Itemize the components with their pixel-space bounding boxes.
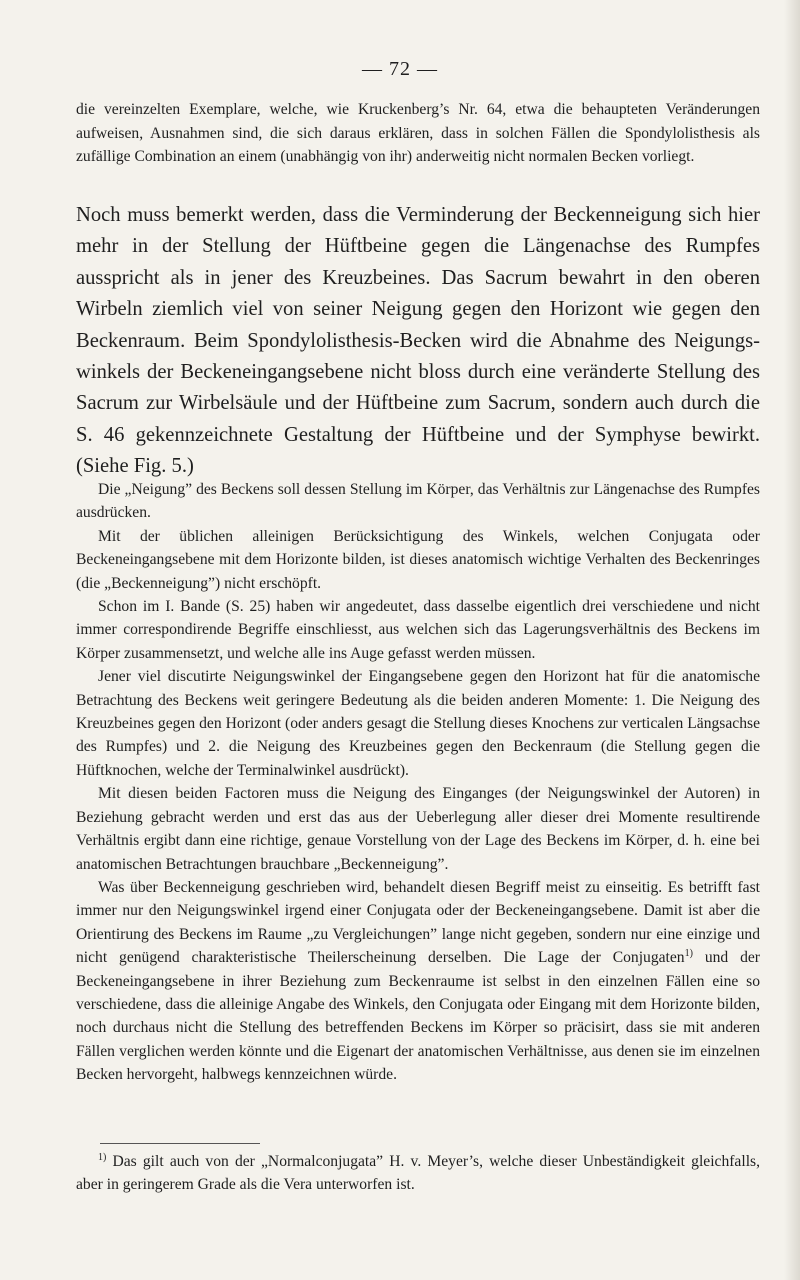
small-paragraph-3: Schon im I. Bande (S. 25) haben wir angedeutet, dass dasselbe eigentlich drei verschiedene und nicht immer correspondirende Begriffe einschliesst, aus welchen sich das Lagerungsverhältnis des Beckens im Körper zusammensetzt, und welche alle ins Auge gefasst werden müssen. [76, 598, 760, 662]
small-paragraph-4: Jener viel discutirte Neigungswinkel der Eingangsebene gegen den Horizont hat für die anatomische Betrachtung des Beckens weit geringere Bedeutung als die beiden anderen Momente: 1. Die Neigung des Kreuzbeines gegen den Horizont (oder anders gesagt die Stellung dieses Knochens zur verticalen Längsachse des Rumpfes) und 2. die Neigung des Kreuzbeines gegen den Beckenraum (die Stellung gegen die Hüftknochen, welche der Terminalwinkel ausdrückt). [76, 668, 760, 779]
small-paragraph-1: Die „Neigung” des Beckens soll dessen Stellung im Körper, das Verhältnis zur Längenachse des Rumpfes ausdrücken. [76, 481, 760, 522]
footnote-divider [100, 1143, 260, 1144]
small-print-section [76, 478, 760, 1087]
footnote-text: Das gilt auch von der „Normalconjugata” H. v. Meyer’s, welche dieser Unbeständigkeit gleichfalls, aber in geringerem Grade als die Vera unterworfen ist. [76, 1153, 760, 1194]
small-paragraph-6-rest: und der Beckeneingangsebene in ihrer Beziehung zum Beckenraume ist selbst in den einzelnen Fällen eine so verschiedene, dass die alleinige Angabe des Winkels, den Conjugata oder Eingang mit dem Horizonte bilden, noch durchaus nicht die Stellung des betreffenden Beckens im Körper so präcisirt, dass sie mit anderen Fällen verglichen werden könnte und die Eigenart der anatomischen Verhältnisse, aus denen sie im einzelnen Becken hervorgeht, halbwegs kennzeichnen würde. [76, 949, 760, 1084]
small-paragraph-2: Mit der üblichen alleinigen Berücksichtigung des Winkels, welchen Conjugata oder Beckeneingangsebene mit dem Horizonte bilden, ist dieses anatomisch wichtige Verhalten des Beckenringes (die „Beckenneigung”) nicht erschöpft. [76, 527, 760, 592]
intro-paragraph: die vereinzelten Exemplare, welche, wie Kruckenberg’s Nr. 64, etwa die behaupteten Veränderungen aufweisen, Ausnahmen sind, die sich daraus erklären, dass in solchen Fällen die Spondylolisthesis als zufällige Combination an einem (unabhängig von ihr) anderweitig nicht normalen Becken vorliegt. [76, 101, 760, 165]
page-number: — 72 — [362, 58, 438, 80]
small-paragraph-6-text: Was über Beckenneigung geschrieben wird, behandelt diesen Begriff meist zu einseitig. Es betrifft fast immer nur den Neigungswinkel irgend einer Conjugata oder der Beckeneingangsebene. Damit ist aber die Orientirung des Beckens im Raume „zu Vergleichungen” lange nicht gegeben, sondern nur eine einzige und nicht genügend charakteristische Theilerscheinung derselben. Die Lage der Conjugaten [76, 878, 760, 967]
footnote-marker: 1) [98, 1151, 107, 1163]
footnote-section [76, 1150, 760, 1197]
page-edge-shadow [784, 0, 800, 1280]
footnote-reference: 1) [684, 947, 693, 959]
small-paragraph-6 [76, 876, 760, 1087]
main-paragraph: Noch muss bemerkt werden, dass die Verminderung der Beckenneigung sich hier mehr in der Stellung der Hüftbeine gegen die Längenachse des Rumpfes ausspricht als in jener des Kreuzbeines. Das Sacrum bewahrt in den oberen Wirbeln ziemlich viel von seiner Neigung gegen den Horizont wie gegen den Beckenraum. Beim Spondylolisthesis-Becken wird die Abnahme des Neigungswinkels der Beckeneingangsebene nicht bloss durch eine veränderte Stellung des Sacrum zur Wirbelsäule und der Hüftbeine zum Sacrum, sondern auch durch die S. 46 gekennzeichnete Gestaltung der Hüftbeine und der Symphyse bewirkt. (Siehe Fig. 5.) [76, 204, 760, 478]
footnote-paragraph [76, 1150, 760, 1197]
small-paragraph-5: Mit diesen beiden Factoren muss die Neigung des Einganges (der Neigungswinkel der Autoren) in Beziehung gebracht werden und erst das aus der Ueberlegung aller dieser drei Momente resultirende Verhältnis ergibt dann eine richtige, genaue Vorstellung von der Lage des Beckens im Körper, d. h. eine bei anatomischen Betrachtungen brauchbare „Beckenneigung”. [76, 785, 760, 873]
main-text [76, 200, 760, 483]
